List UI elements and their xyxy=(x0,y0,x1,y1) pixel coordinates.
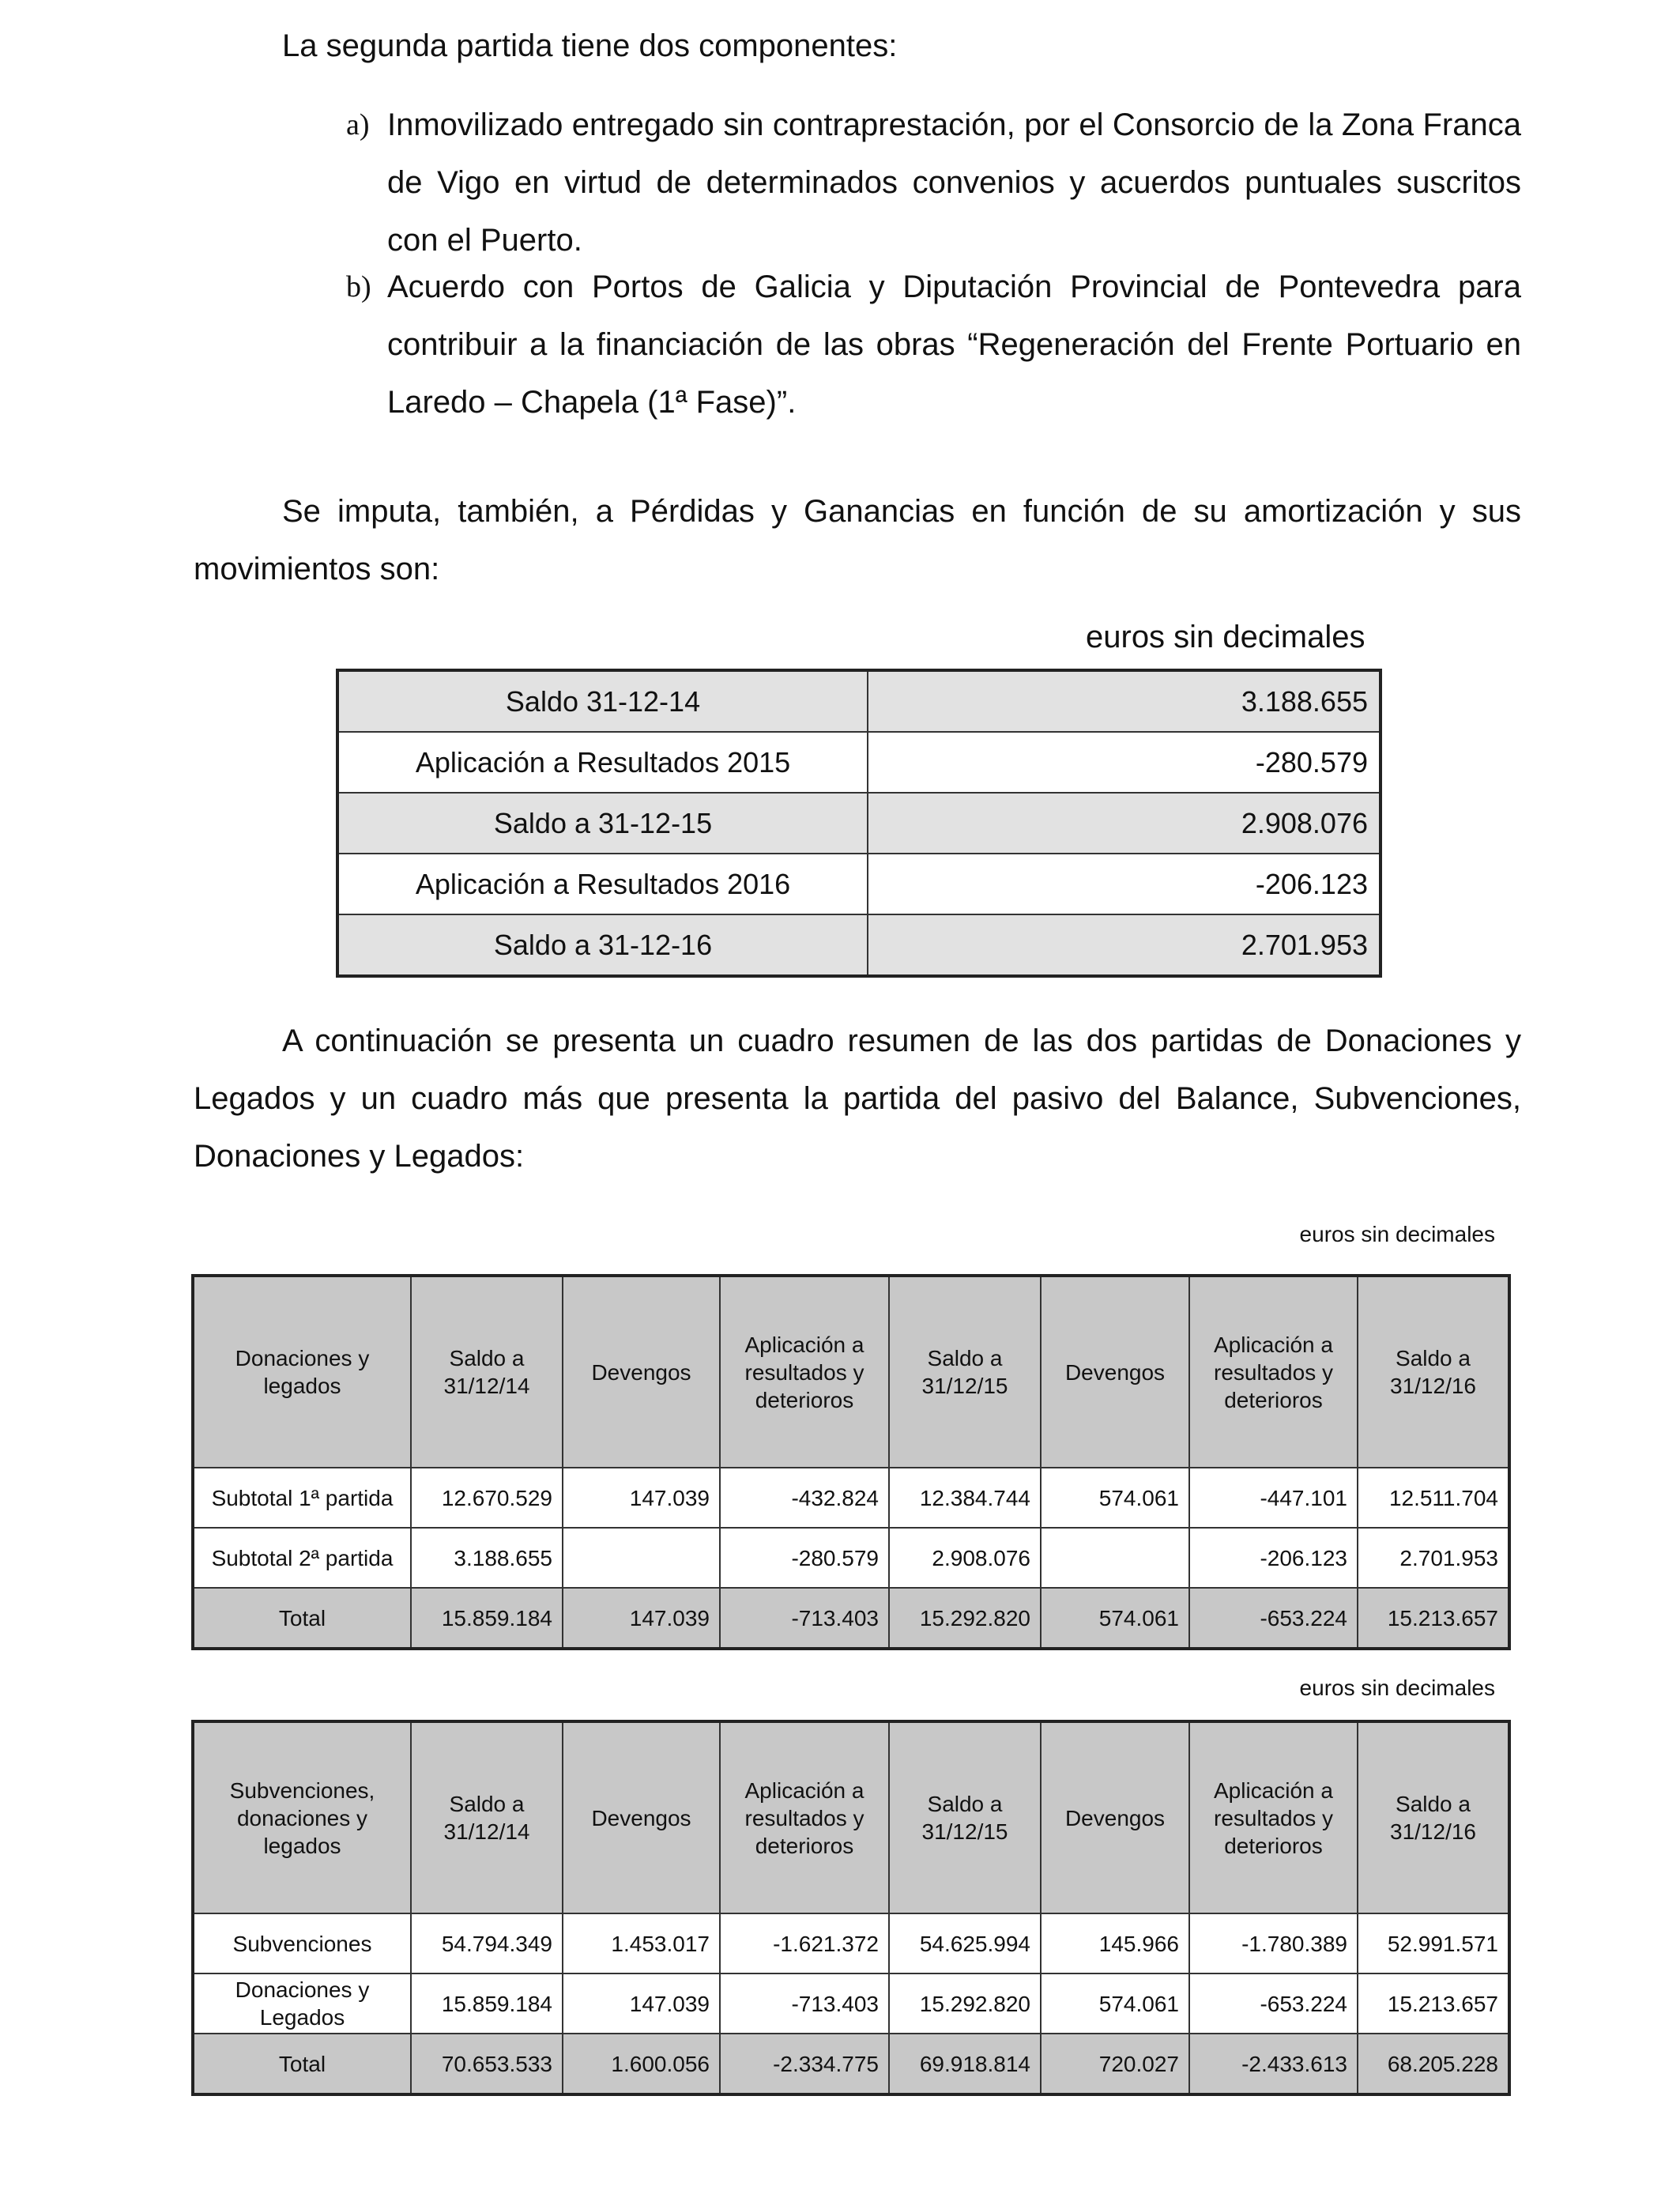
total-row xyxy=(193,2034,1509,2094)
table-row xyxy=(337,670,1381,732)
table-row xyxy=(337,732,1381,793)
header-cell: Saldo a 31/12/14 xyxy=(411,1721,563,1913)
list-item-b xyxy=(346,258,1521,432)
units-label: euros sin decimales xyxy=(1299,1676,1495,1700)
row-label: Subvenciones xyxy=(193,1913,411,1973)
cell: -2.334.775 xyxy=(720,2034,889,2094)
cell: 2.908.076 xyxy=(889,1528,1041,1588)
cell: 574.061 xyxy=(1041,1973,1189,2034)
row-label: Saldo a 31-12-15 xyxy=(337,793,868,854)
cell: 52.991.571 xyxy=(1358,1913,1509,1973)
cell: -206.123 xyxy=(1189,1528,1358,1588)
table-row xyxy=(337,793,1381,854)
cell: 574.061 xyxy=(1041,1468,1189,1528)
cell: -432.824 xyxy=(720,1468,889,1528)
cell: 15.213.657 xyxy=(1358,1973,1509,2034)
header-cell: Aplicación a resultados y deterioros xyxy=(1189,1276,1358,1468)
header-cell: Aplicación a resultados y deterioros xyxy=(1189,1721,1358,1913)
row-label: Saldo a 31-12-16 xyxy=(337,914,868,976)
cell: 12.384.744 xyxy=(889,1468,1041,1528)
header-cell: Devengos xyxy=(1041,1276,1189,1468)
cell: 15.292.820 xyxy=(889,1973,1041,2034)
cell: -447.101 xyxy=(1189,1468,1358,1528)
cell: 15.859.184 xyxy=(411,1588,563,1649)
cell xyxy=(1041,1528,1189,1588)
cell: 1.600.056 xyxy=(563,2034,720,2094)
row-label: Total xyxy=(193,2034,411,2094)
row-label: Subtotal 1ª partida xyxy=(193,1468,411,1528)
table-row xyxy=(193,1528,1509,1588)
subvenciones-table xyxy=(191,1720,1511,2096)
row-label: Saldo 31-12-14 xyxy=(337,670,868,732)
header-cell: Saldo a 31/12/15 xyxy=(889,1276,1041,1468)
total-row xyxy=(193,1588,1509,1649)
cell: -653.224 xyxy=(1189,1588,1358,1649)
cell: 147.039 xyxy=(563,1468,720,1528)
cell: 12.511.704 xyxy=(1358,1468,1509,1528)
header-cell: Saldo a 31/12/15 xyxy=(889,1721,1041,1913)
cell: -1.780.389 xyxy=(1189,1913,1358,1973)
paragraph-resumen: A continuación se presenta un cuadro resumen de las dos partidas de Donaciones y Legados y un cuadro más que presenta la partida del pasivo del Balance, Subvenciones, Donaciones y Legados: xyxy=(194,1023,1521,1174)
row-value: -206.123 xyxy=(868,854,1381,914)
movements-table xyxy=(336,669,1382,978)
header-cell: Aplicación a resultados y deterioros xyxy=(720,1721,889,1913)
row-value: 2.908.076 xyxy=(868,793,1381,854)
list-label: a) xyxy=(346,108,370,141)
paragraph-imputa: Se imputa, también, a Pérdidas y Ganancias en función de su amortización y sus movimientos son: xyxy=(194,494,1521,586)
cell: 720.027 xyxy=(1041,2034,1189,2094)
header-cell: Devengos xyxy=(563,1276,720,1468)
table-row xyxy=(337,854,1381,914)
cell: 15.859.184 xyxy=(411,1973,563,2034)
header-cell: Devengos xyxy=(563,1721,720,1913)
cell: 12.670.529 xyxy=(411,1468,563,1528)
header-cell: Devengos xyxy=(1041,1721,1189,1913)
cell: -653.224 xyxy=(1189,1973,1358,2034)
cell: 70.653.533 xyxy=(411,2034,563,2094)
header-cell: Donaciones y legados xyxy=(193,1276,411,1468)
table-row xyxy=(337,914,1381,976)
cell: 3.188.655 xyxy=(411,1528,563,1588)
cell: 69.918.814 xyxy=(889,2034,1041,2094)
cell: 54.625.994 xyxy=(889,1913,1041,1973)
row-value: 2.701.953 xyxy=(868,914,1381,976)
header-row xyxy=(193,1721,1509,1913)
cell: -713.403 xyxy=(720,1973,889,2034)
table-row xyxy=(193,1913,1509,1973)
intro-text: La segunda partida tiene dos componentes: xyxy=(282,28,898,63)
cell: 68.205.228 xyxy=(1358,2034,1509,2094)
cell: 147.039 xyxy=(563,1588,720,1649)
row-label: Donaciones y Legados xyxy=(193,1973,411,2034)
row-label: Total xyxy=(193,1588,411,1649)
cell: 1.453.017 xyxy=(563,1913,720,1973)
cell: -1.621.372 xyxy=(720,1913,889,1973)
cell: -2.433.613 xyxy=(1189,2034,1358,2094)
cell: 15.213.657 xyxy=(1358,1588,1509,1649)
cell xyxy=(563,1528,720,1588)
cell: 147.039 xyxy=(563,1973,720,2034)
row-label: Subtotal 2ª partida xyxy=(193,1528,411,1588)
cell: 15.292.820 xyxy=(889,1588,1041,1649)
table-row xyxy=(193,1973,1509,2034)
header-cell: Saldo a 31/12/14 xyxy=(411,1276,563,1468)
header-cell: Saldo a 31/12/16 xyxy=(1358,1721,1509,1913)
donaciones-table xyxy=(191,1274,1511,1650)
cell: 54.794.349 xyxy=(411,1913,563,1973)
header-cell: Saldo a 31/12/16 xyxy=(1358,1276,1509,1468)
cell: -713.403 xyxy=(720,1588,889,1649)
row-label: Aplicación a Resultados 2015 xyxy=(337,732,868,793)
cell: 145.966 xyxy=(1041,1913,1189,1973)
cell: 2.701.953 xyxy=(1358,1528,1509,1588)
list-text: Acuerdo con Portos de Galicia y Diputación Provincial de Pontevedra para contribuir a la financiación de las obras “Regeneración del Frente Portuario en Laredo – Chapela (1ª Fase)”. xyxy=(387,270,1521,420)
header-cell: Aplicación a resultados y deterioros xyxy=(720,1276,889,1468)
table-row xyxy=(193,1468,1509,1528)
cell: 574.061 xyxy=(1041,1588,1189,1649)
list-label: b) xyxy=(346,270,371,303)
header-cell: Subvenciones, donaciones y legados xyxy=(193,1721,411,1913)
header-row xyxy=(193,1276,1509,1468)
list-item-a xyxy=(346,96,1521,270)
units-label: euros sin decimales xyxy=(1086,620,1365,654)
list-text: Inmovilizado entregado sin contraprestación, por el Consorcio de la Zona Franca de Vigo en virtud de determinados convenios y acuerdos puntuales suscritos con el Puerto. xyxy=(387,107,1521,258)
row-value: -280.579 xyxy=(868,732,1381,793)
cell: -280.579 xyxy=(720,1528,889,1588)
row-label: Aplicación a Resultados 2016 xyxy=(337,854,868,914)
units-label: euros sin decimales xyxy=(1299,1222,1495,1246)
row-value: 3.188.655 xyxy=(868,670,1381,732)
